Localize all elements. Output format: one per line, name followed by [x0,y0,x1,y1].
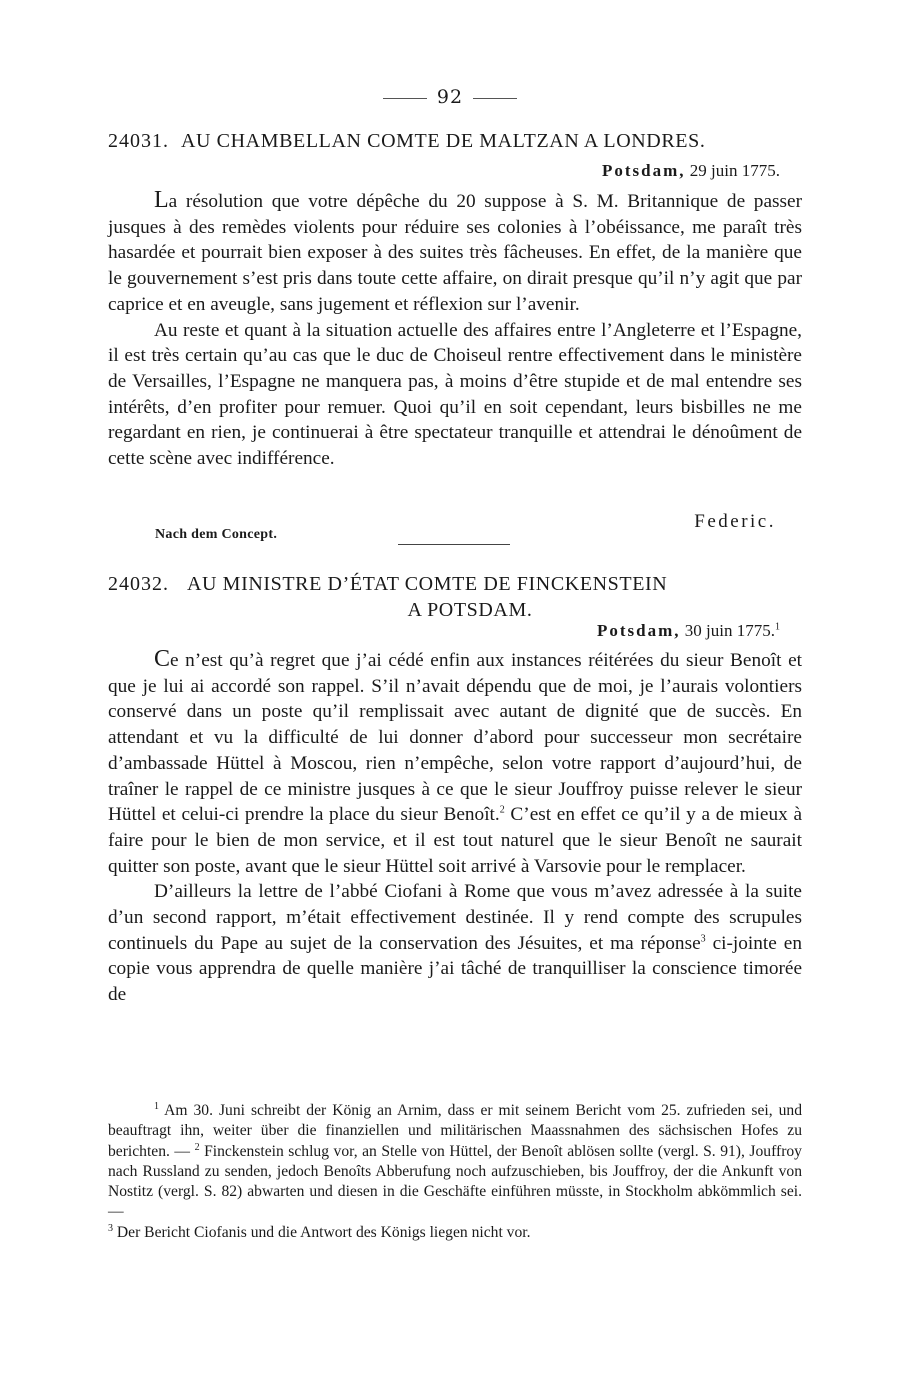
signature: Federic. [694,511,776,532]
header-rule-right [473,98,517,99]
footnote-text: Am 30. Juni schreibt der König an Arnim, dass er mit seinem Bericht vom 25. zufrieden sei, und beauftragt ihn, weiter über die finanziellen und militärischen Maassnahmen des sächsischen Hofes zu berichten. — [108,1102,802,1160]
footnote-mark: 1 [154,1100,159,1112]
paragraph [108,879,802,1008]
footnotes [108,1101,802,1243]
footnote-text: Finckenstein schlug vor, an Stelle von Hüttel, der Benoît ablösen sollte (vergl. S. 91), Jouffroy nach Russland zu senden, jedoch Benoîts Abberufung noch aufzuschieben, bis Jouffroy, der die Ankunft von Nostitz (vergl. S. 82) abwarten und diesen in die Geschäfte einführen müsste, in Stockholm abkömmlich sei. — [108,1142,802,1221]
letter-dateline [597,621,780,641]
paragraph [108,647,802,879]
date-place: Potsdam, [597,621,681,640]
date-text: 29 juin 1775. [689,161,780,180]
letter-number: 24031. [108,130,169,152]
letter-title-line2: A POTSDAM. [407,599,533,621]
page-number: 92 [436,86,464,108]
footnote-text: Der Bericht Ciofanis und die Antwort des Königs liegen nicht vor. [113,1223,531,1241]
letter-heading [108,130,798,153]
footnote-ref: 1 [775,621,780,633]
footnote-mark: 3 [108,1222,113,1234]
date-place: Potsdam, [602,161,686,180]
letter-title: AU CHAMBELLAN COMTE DE MALTZAN A LONDRES. [181,130,706,152]
header-rule-left [383,98,427,99]
page-header [0,86,900,108]
letter-number: 24032. [108,573,169,595]
paragraph-text: D’ailleurs la lettre de l’abbé Ciofani à Rome que vous m’avez adressée à la suite d’un second rapport, m’était effectivement destinée. Il y rend compte des scrupules continuels du Pape au sujet de la conservation des Jésuites, et ma réponse [108,881,802,954]
letter-title-line1: AU MINISTRE D’ÉTAT COMTE DE FINCKENSTEIN [187,573,668,595]
letter-dateline [602,161,780,181]
date-text: 30 juin 1775. [684,621,775,640]
paragraph: Au reste et quant à la situation actuelle des affaires entre l’Angleterre et l’Espagne, il est très certain qu’au cas que le duc de Choiseul rentre effectivement dans le ministère de Versailles, l’Espagne ne manquera pas, à moins d’être stupide et de mal entendre ses intérêts, d’en profiter pour remuer. Quoi qu’il en soit cependant, leurs bisbilles ne me regardant en rien, je continuerai à être spectateur tranquille et attendrai le dénoûment de cette scène avec indifférence. [108,319,802,470]
paragraph-text: C’est en effet ce qu’il y a de mieux à faire pour le bien de mon service, et il est tout naturel que le sieur Benoît ne saurait quitter son poste, avant que le sieur Hüttel soit arrivé à Varsovie pour le remplacer. [108,804,802,877]
letter-body [108,647,802,1008]
footnote-mark: 2 [194,1141,200,1153]
footnote [108,1101,802,1223]
paragraph-text: Ce n’est qu’à regret que j’ai cédé enfin aux instances réitérées du sieur Benoît et que je lui ai accordé son rappel. S’il n’avait dépendu que de moi, je l’aurais volontiers conservé dans un poste qu’il remplissait avec autant de dignité que de succès. En attendant et vu la difficulté de lui donner d’abord pour successeur mon secrétaire d’ambassade Hüttel à Moscou, rien n’empêche, selon votre rapport d’aujourd’hui, de traîner le rappel de ce ministre jusques à ce que le sieur Jouffroy puisse relever le sieur Hüttel et celui-ci prendre la place du sieur Benoît. [108,646,802,826]
footnote [108,1223,802,1243]
letter-body [108,188,802,472]
paragraph-text: ci-jointe en copie vous apprendra de quelle manière j’ai tâché de tranquilliser la conscience timorée de [108,932,802,1006]
source-note: Nach dem Concept. [155,527,278,542]
letter-heading [108,571,802,623]
section-divider [398,544,510,545]
footnote-ref: 2 [499,804,505,816]
paragraph: La résolution que votre dépêche du 20 suppose à S. M. Britannique de passer jusques à des remèdes violents pour réduire ses colonies à l’obéissance, me paraît très hasardée et pourrait bien exposer à des suites très fâcheuses. En effet, de la manière que le gouvernement s’est pris dans toute cette affaire, on dirait presque qu’il n’y agit que par caprice et en aveugle, sans jugement et réflexion sur l’avenir. [108,187,802,315]
footnote-ref: 3 [700,933,706,945]
